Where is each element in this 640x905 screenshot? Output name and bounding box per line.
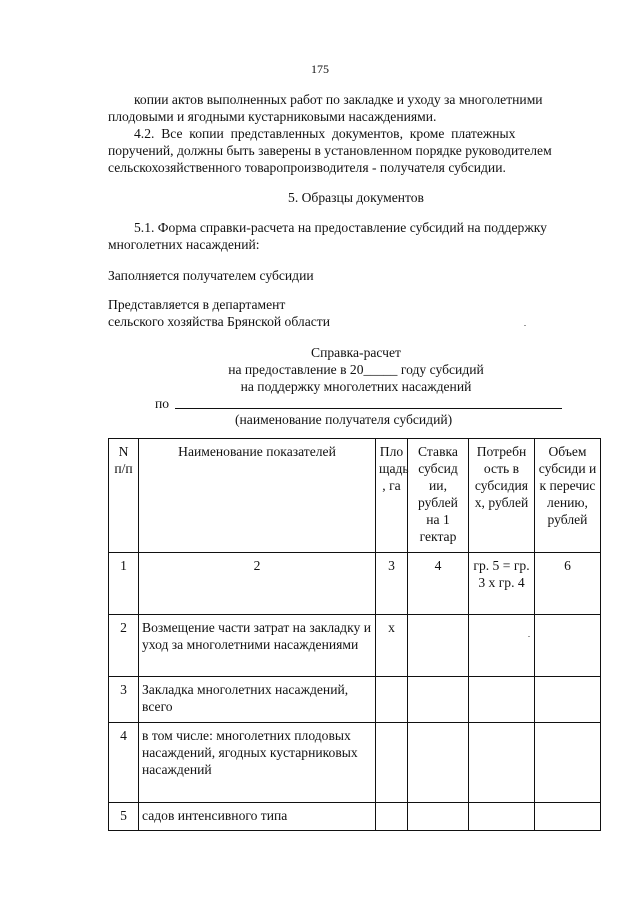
index-cell: 1 (109, 553, 139, 615)
filled-by-note: Заполняется получателем субсидии (108, 268, 314, 283)
doc-title: Справка-расчет (311, 345, 401, 360)
page-number: 175 (311, 62, 329, 76)
row-area (376, 803, 408, 831)
row-number: 3 (109, 677, 139, 723)
form-intro-line: многолетних насаждений: (108, 237, 260, 252)
row-rate (408, 803, 469, 831)
recipient-name-line (175, 408, 562, 409)
index-cell: 3 (376, 553, 408, 615)
row-need (469, 615, 535, 677)
submitted-to-line: Представляется в департамент (108, 297, 286, 312)
paragraph-line: поручений, должны быть заверены в установленном порядке руководителем (108, 143, 552, 158)
header-area: Пло щадь , га (376, 439, 408, 553)
row-area: х (376, 615, 408, 677)
row-rate (408, 677, 469, 723)
po-label: по (155, 396, 170, 411)
row-rate (408, 615, 469, 677)
table-index-row (109, 553, 601, 615)
table-row (109, 615, 601, 677)
form-intro-line: 5.1. Форма справки-расчета на предоставление субсидий на поддержку (134, 220, 547, 235)
row-volume (535, 803, 601, 831)
table-row (109, 723, 601, 803)
recipient-caption: (наименование получателя субсидий) (235, 412, 453, 427)
row-need (469, 803, 535, 831)
paragraph-line: сельскохозяйственного товаропроизводителя - получателя субсидии. (108, 160, 506, 175)
table-row (109, 677, 601, 723)
row-volume (535, 677, 601, 723)
paragraph-line: копии актов выполненных работ по закладке и уходу за многолетними (134, 92, 543, 107)
paragraph-line: 4.2. Все копии представленных документов, кроме платежных (134, 126, 516, 141)
row-number: 5 (109, 803, 139, 831)
doc-title-line: на поддержку многолетних насаждений (240, 379, 472, 394)
header-need: Потребн ость в субсидия х, рублей (469, 439, 535, 553)
row-name: Возмещение части затрат на закладку и уход за многолетними насаждениями (139, 615, 376, 677)
index-cell: 6 (535, 553, 601, 615)
row-volume (535, 615, 601, 677)
table-header-row (109, 439, 601, 553)
index-cell: 4 (408, 553, 469, 615)
calculation-table (108, 438, 601, 831)
header-volume: Объем субсиди и к перечис лению, рублей (535, 439, 601, 553)
row-name: в том числе: многолетних плодовых насаждений, ягодных кустарниковых насаждений (139, 723, 376, 803)
row-need (469, 677, 535, 723)
index-cell: 2 (139, 553, 376, 615)
table-row (109, 803, 601, 831)
scan-speck (524, 325, 526, 326)
row-area (376, 723, 408, 803)
scan-speck (528, 636, 530, 637)
row-need (469, 723, 535, 803)
row-number: 2 (109, 615, 139, 677)
header-rate: Ставка субсид ии, рублей на 1 гектар (408, 439, 469, 553)
section-title: 5. Образцы документов (288, 190, 424, 205)
row-name: садов интенсивного типа (139, 803, 376, 831)
index-cell: гр. 5 = гр. 3 х гр. 4 (469, 553, 535, 615)
row-area (376, 677, 408, 723)
submitted-to-line: сельского хозяйства Брянской области (108, 314, 330, 329)
row-number: 4 (109, 723, 139, 803)
header-n: N п/п (109, 439, 139, 553)
header-name: Наименование показателей (139, 439, 376, 553)
row-rate (408, 723, 469, 803)
row-name: Закладка многолетних насаждений, всего (139, 677, 376, 723)
doc-title-line: на предоставление в 20_____ году субсидий (228, 362, 484, 377)
paragraph-line: плодовыми и ягодными кустарниковыми насаждениями. (108, 109, 437, 124)
row-volume (535, 723, 601, 803)
